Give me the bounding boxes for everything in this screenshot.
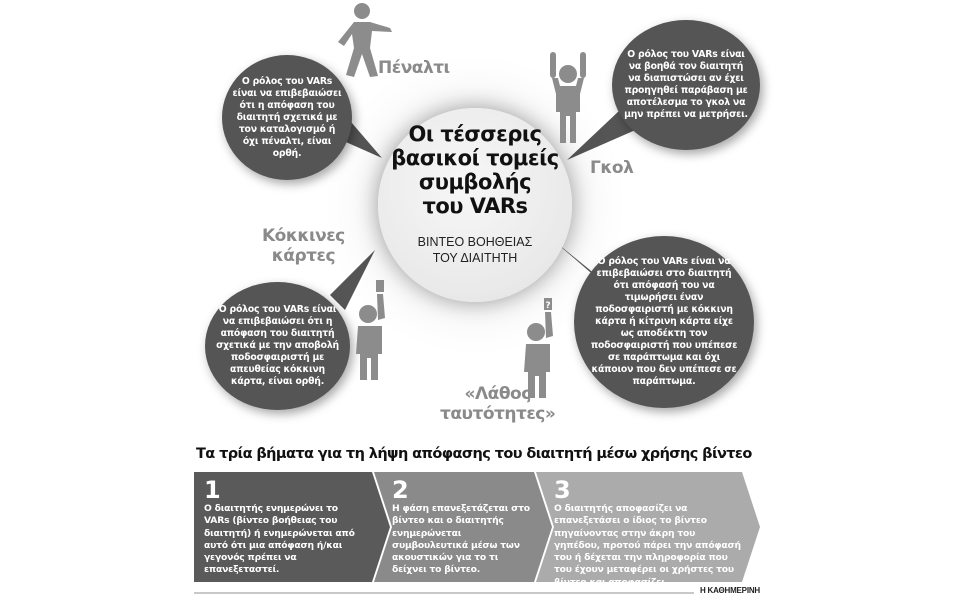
mistaken-identity-text: Ο ρόλος του VARs είναι να επιβεβαιώσει στο διαιτητή ότι απόφασή του να τιμωρήσει έναν ποδοσφαιριστή με κόκκινη κάρτα ή κίτρινη κάρτα είχε ως αποδέκτη τον ποδοσφαιριστή που υπέπεσε σε παράπτωμα και όχι κάποιον που δεν υπέπεσε σε παράπτωμα. xyxy=(590,256,738,387)
penalty-label xyxy=(378,58,450,78)
mistaken-identity-label xyxy=(440,384,555,424)
step-number: 3 xyxy=(554,476,571,504)
label-line: ταυτότητες» xyxy=(440,404,556,424)
center-title-line: βασικοί τομείς xyxy=(391,146,559,170)
step-2 xyxy=(382,472,534,582)
step-number: 2 xyxy=(392,476,409,504)
step-number: 1 xyxy=(204,476,221,504)
label-line: κάρτες xyxy=(271,246,336,266)
steps-title: Τα τρία βήματα για τη λήψη απόφασης του διαιτητή μέσω χρήσης βίντεο xyxy=(196,446,752,462)
red-cards-bubble xyxy=(205,282,350,410)
step-3 xyxy=(544,472,742,588)
svg-text:?: ? xyxy=(545,301,551,311)
step-text: Ο διαιτητής αποφασίζει να επανεξετάσει ο ίδιος το βίντεο πηγαίνοντας στην άκρη του γηπέδου, προτού πάρει την απόφασή του ή δέχεται την πληροφορία που του έχουν μεταφέρει οι χρήστες του βίντεο και αποφασίζει. xyxy=(554,503,741,588)
footer-divider xyxy=(194,592,694,594)
red-cards-label xyxy=(262,226,345,266)
step-text: Η φάση επανεξετάζεται στο βίντεο και ο διαιτητής ενημερώνεται συμβουλευτικά μέσω των ακουστικών για το τι δείχνει το βίντεο. xyxy=(392,503,530,576)
center-title xyxy=(378,122,572,218)
penalty-text: Ο ρόλος του VARs είναι να επιβεβαιώσει ότι η απόφαση του διαιτητή σχετικά με τον καταλογισμό ή όχι πέναλτι, είναι ορθή. xyxy=(232,75,342,159)
goal-bubble xyxy=(612,20,760,150)
goal-text: Ο ρόλος του VARs είναι να βοηθά τον διαιτητή να διαπιστώσει αν έχει προηγηθεί παράβαση με αποτέλεσμα το γκολ να μην πρέπει να μετρήσει. xyxy=(624,49,748,120)
label-line: Κόκκινες xyxy=(262,226,345,246)
mistaken-identity-bubble xyxy=(574,236,754,408)
referee-red-card-icon xyxy=(352,278,392,383)
center-subtitle-line: ΒΙΝΤΕΟ ΒΟΗΘΕΙΑΣ xyxy=(417,235,533,249)
label-line: Γκολ xyxy=(590,158,634,178)
step-text: Ο διαιτητής ενημερώνει το VARs (βίντεο βοήθειας του διαιτητή) ή ενημερώνεται από αυτό ότι μια απόφαση ή/και γεγονός πρέπει να επανεξεταστεί. xyxy=(204,503,355,576)
center-title-circle xyxy=(378,108,572,302)
label-line: «Λάθος xyxy=(464,384,531,404)
red-cards-text: Ο ρόλος του VARs είναι να επιβεβαιώσει ότι η απόφαση του διαιτητή σχετικά με την αποβολή ποδοσφαιριστή με απευθείας κόκκινη κάρτα, είναι ορθή. xyxy=(216,304,339,387)
step-1 xyxy=(194,472,372,582)
center-title-line: συμβολής xyxy=(418,170,532,194)
center-subtitle-line: ΤΟΥ ΔΙΑΙΤΗΤΗ xyxy=(432,251,518,265)
referee-arms-raised-icon xyxy=(548,50,588,145)
steps-flow xyxy=(194,472,760,588)
publisher-credit: Η ΚΑΘΗΜΕΡΙΝΗ xyxy=(699,586,760,595)
label-line: Πέναλτι xyxy=(378,58,450,78)
center-title-line: Οι τέσσερις xyxy=(408,122,542,146)
center-title-line: του VARs xyxy=(422,194,528,218)
center-subtitle xyxy=(378,234,572,266)
goal-label xyxy=(590,158,633,178)
